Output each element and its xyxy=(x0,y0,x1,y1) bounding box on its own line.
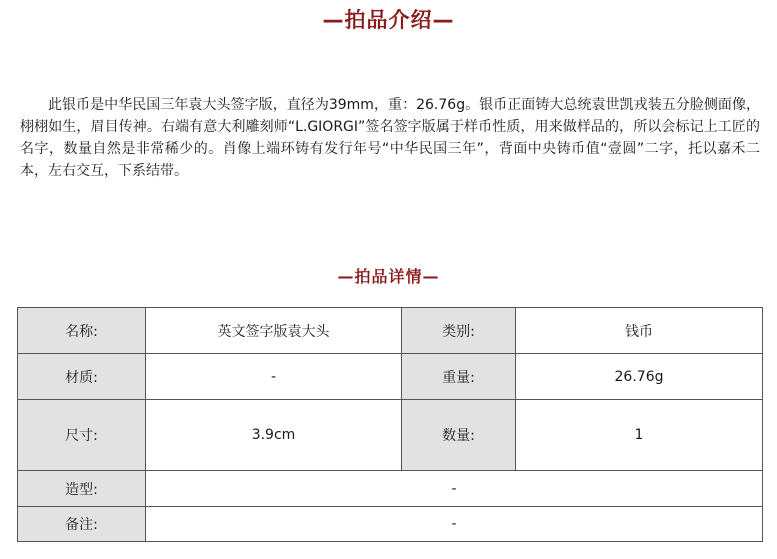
note-value: - xyxy=(146,507,763,542)
intro-paragraph: 此银币是中华民国三年袁大头签字版，直径为39mm，重：26.76g。银币正面铸大总统袁世凯戎装五分脸侧面像，栩栩如生，眉目传神。右端有意大利雕刻师“L.GIORGI”签名签字版属于样币性质，用来做样品的，所以会标记上工匠的名字，数量自然是非常稀少的。肖像上端环铸有发行年号“中华民国三年”，背面中央铸币值“壹圆”二字，托以嘉禾二本，左右交互，下系结带。 xyxy=(20,97,760,179)
shape-value: - xyxy=(146,471,763,507)
material-value: - xyxy=(146,354,402,400)
size-label: 尺寸: xyxy=(18,400,146,471)
category-value: 钱币 xyxy=(516,308,763,354)
weight-label: 重量: xyxy=(402,354,516,400)
category-label: 类别: xyxy=(402,308,516,354)
table-row xyxy=(18,507,763,542)
quantity-value: 1 xyxy=(516,400,763,471)
shape-label: 造型: xyxy=(18,471,146,507)
intro-section-title: —拍品介绍— xyxy=(322,8,455,32)
note-label: 备注: xyxy=(18,507,146,542)
table-row xyxy=(18,354,763,400)
table-row xyxy=(18,308,763,354)
details-table xyxy=(17,307,763,542)
weight-value: 26.76g xyxy=(516,354,763,400)
material-label: 材质: xyxy=(18,354,146,400)
table-row xyxy=(18,471,763,507)
quantity-label: 数量: xyxy=(402,400,516,471)
name-value: 英文签字版袁大头 xyxy=(146,308,402,354)
table-row xyxy=(18,400,763,471)
size-value: 3.9cm xyxy=(146,400,402,471)
details-section-title: —拍品详情— xyxy=(337,267,440,286)
name-label: 名称: xyxy=(18,308,146,354)
